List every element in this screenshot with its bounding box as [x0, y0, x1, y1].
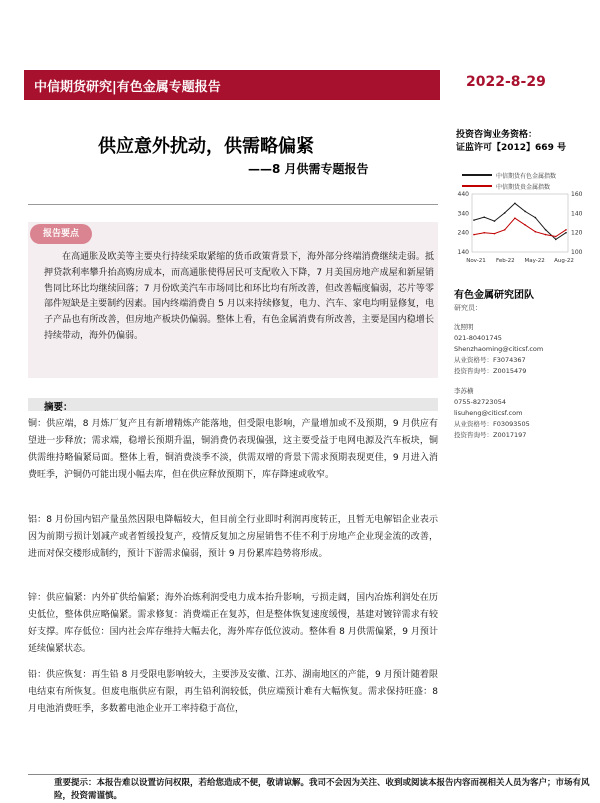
- series-line-precious: [474, 218, 566, 236]
- report-title: 供应意外扰动，供需略偏紧: [98, 136, 314, 157]
- data-point-precious: [473, 234, 475, 236]
- x-tick-label: May-22: [524, 258, 545, 264]
- y-right-tick-label: 120: [571, 229, 583, 237]
- data-point-nonferrous: [514, 202, 516, 204]
- y-right-tick-label: 100: [571, 249, 583, 256]
- report-date: 2022-8-29: [466, 74, 546, 90]
- y-left-tick-label: 140: [457, 249, 469, 256]
- x-tick-label: Aug-22: [554, 258, 574, 264]
- qualification-line-1: 投资咨询业务资格：: [456, 130, 538, 140]
- summary-header-bar: [28, 398, 438, 411]
- legend-swatch-nonferrous: [462, 174, 492, 176]
- data-point-nonferrous: [545, 229, 547, 231]
- data-point-nonferrous: [524, 211, 526, 213]
- analyst-phone: 021-80401745: [454, 334, 502, 342]
- y-right-tick-label: 160: [571, 191, 583, 198]
- analyst-qual: 从业资格号：F03093505: [454, 420, 530, 428]
- analyst-consult-qual: 投资咨询号：Z0015479: [454, 367, 527, 375]
- data-point-precious: [494, 233, 496, 235]
- summary-aluminum: 铝：8 月份国内铝产量虽然因限电降幅较大，但目前全行业即时利润再度转正，且暂无电解铝企业表示因为前期亏损计划减产或者暂缓投复产，疫情反复加之房屋销售不佳不利于房地产企业现金流的改善，进而对保交楼形成制约，预计下游需求偏弱，预计 9 月份累库趋势将形成。: [28, 515, 438, 559]
- title-divider: [28, 204, 438, 205]
- data-point-precious: [504, 229, 506, 231]
- analyst-name: 李苏横: [454, 387, 474, 395]
- data-point-nonferrous: [565, 232, 567, 234]
- report-subtitle: ——8 月供需专题报告: [248, 162, 369, 176]
- team-subtitle: 研究员：: [454, 304, 482, 312]
- y-left-tick-label: 340: [457, 210, 469, 218]
- summary-lead: 铅：供应恢复：再生铅 8 月受限电影响较大，主要涉及安徽、江苏、湖南地区的产能，9 月预计随着限电结束有所恢复。但废电瓶供应有限，再生铅利润较低，供应端预计难有大幅恢复。需求保持旺盛：8 月电池消费旺季，多数蓄电池企业开工率持稳于高位，: [28, 670, 438, 714]
- data-point-nonferrous: [473, 219, 475, 221]
- index-line-chart: [448, 190, 598, 276]
- key-points-text: 在高通胀及欧美等主要央行持续采取紧缩的货币政策背景下，海外部分终端消费继续走弱。抵押贷款利率攀升抬高购房成本，而高通胀使得居民可支配收入下降，7 月美国房地产成屋和新屋销售同比环比均继续回落；7 月份欧美汽车市场同比和环比均有所改善，但改善幅度偏弱，芯片等零部件短缺是主要制约因素。国内终端消费自 5 月以来持续修复，电力、汽车、家电均明显修复，电子产品也有所改善，但房地产板块仍偏弱。整体上看，有色金属消费有所改善，主要是国内稳增长持续带动，海外仍偏弱。: [44, 252, 434, 341]
- chart-plot-frame: [472, 194, 568, 252]
- header-banner-text: 中信期货研究|有色金属专题报告: [34, 80, 221, 95]
- data-point-precious: [545, 234, 547, 236]
- data-point-precious: [535, 231, 537, 233]
- footer-divider: [28, 774, 580, 775]
- analyst-qual: 从业资格号：F3074367: [454, 356, 526, 364]
- analyst-name: 沈照明: [454, 323, 474, 331]
- data-point-nonferrous: [555, 239, 557, 241]
- analyst-phone: 0755-82723054: [454, 398, 506, 406]
- data-point-nonferrous: [483, 216, 485, 218]
- data-point-precious: [555, 236, 557, 238]
- y-left-tick-label: 240: [457, 229, 469, 237]
- summary-copper: 铜：供应端，8 月炼厂复产且有新增精炼产能落地，但受限电影响，产量增加或不及预期，9 月供应有望进一步释放；需求端，稳增长预期升温，铜消费仍表现偏强，这主要受益于电网电源及汽车板块，铜供需维持略偏紧局面。整体上看，铜消费淡季不淡，供需双增的背景下需求预期表现更佳，9 月进入消费旺季，沪铜仍可能出现小幅去库，但在供应释放预期下，库存降速或收窄。: [28, 419, 438, 480]
- footer-disclaimer: 重要提示：本报告难以设置访问权限，若给您造成不便，敬请谅解。我司不会因为关注、收到或阅读本报告内容而视相关人员为客户；市场有风险，投资需谨慎。: [54, 778, 590, 801]
- legend-label-precious: 中信期货贵金属指数: [496, 184, 551, 191]
- x-tick-label: Feb-22: [495, 258, 515, 264]
- data-point-nonferrous: [535, 217, 537, 219]
- legend-swatch-precious: [462, 185, 492, 187]
- data-point-nonferrous: [504, 212, 506, 214]
- qualification-line-2: 证监许可【2012】669 号: [456, 143, 566, 153]
- analyst-block: [454, 322, 543, 377]
- analyst-email[interactable]: lisuheng@citicsf.com: [454, 409, 523, 417]
- analyst-block: [454, 386, 530, 441]
- team-title: 有色金属研究团队: [454, 290, 534, 301]
- analyst-consult-qual: 投资咨询号：Z0017197: [454, 431, 527, 439]
- analyst-email[interactable]: Shenzhaoming@citicsf.com: [454, 345, 544, 353]
- y-right-tick-label: 140: [571, 210, 583, 218]
- summary-label: 摘要：: [44, 402, 73, 413]
- summary-zinc: 锌：供应偏紧：内外矿供给偏紧；海外冶炼利润受电力成本抬升影响，亏损走阔，国内冶炼利润处在历史低位，整体供应略偏紧。需求修复：消费端正在复苏，但是整体恢复速度缓慢，基建对镀锌需求有较好支撑。库存低位：国内社会库存维持大幅去化，海外库存低位波动。整体看 8 月供需偏紧，9 月预计延续偏紧状态。: [28, 593, 438, 654]
- key-points-badge: 报告要点: [30, 224, 92, 244]
- data-point-precious: [524, 224, 526, 226]
- data-point-precious: [483, 232, 485, 234]
- data-point-precious: [565, 229, 567, 231]
- data-point-nonferrous: [494, 220, 496, 222]
- data-point-precious: [514, 217, 516, 219]
- y-left-tick-label: 440: [457, 191, 469, 198]
- x-tick-label: Nov-21: [466, 258, 486, 264]
- legend-label-nonferrous: 中信期货有色金属指数: [496, 173, 557, 180]
